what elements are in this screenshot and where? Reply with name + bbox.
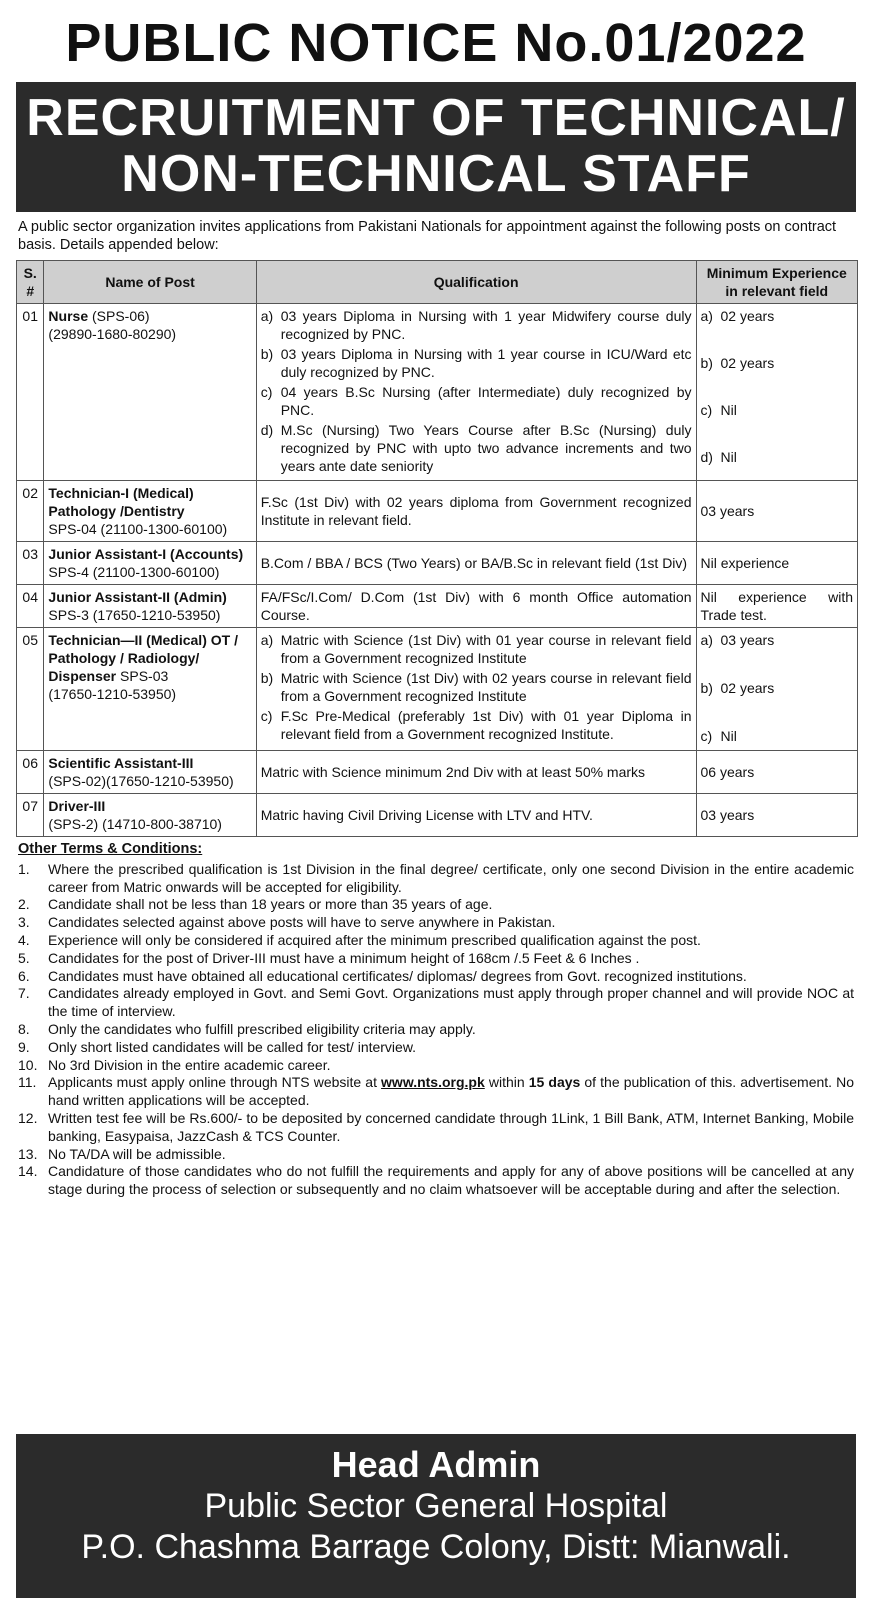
experience-cell bbox=[696, 304, 858, 481]
term-text: No 3rd Division in the entire academic career. bbox=[48, 1056, 331, 1073]
term-number: 7. bbox=[18, 985, 30, 1002]
nts-website-link[interactable]: www.nts.org.pk bbox=[381, 1074, 485, 1091]
experience-item bbox=[701, 631, 854, 677]
item-marker: c) bbox=[260, 384, 273, 400]
term-item bbox=[18, 950, 854, 968]
item-marker: d) bbox=[260, 422, 274, 438]
post-cell bbox=[44, 304, 256, 481]
term-number: 5. bbox=[18, 949, 30, 966]
item-text: 02 years bbox=[720, 355, 775, 371]
footer-contact bbox=[16, 1434, 856, 1598]
term-number: 6. bbox=[18, 967, 30, 984]
term-text-part: of the publication of this. advertisement. No hand written applications will be accepted. bbox=[48, 1074, 855, 1109]
term-text: Candidates already employed in Govt. and Semi Govt. Organizations must apply through proper channel and will provide NOC at the time of interview. bbox=[48, 985, 854, 1020]
qualification-item bbox=[261, 383, 692, 419]
item-text: 04 years B.Sc Nursing (after Intermediate) duly recognized by PNC. bbox=[280, 384, 692, 418]
term-text: Where the prescribed qualification is 1st Division in the final degree/ certificate, only one second Division in the entire academic career from Matric onwards will be accepted for eligibility. bbox=[48, 860, 854, 895]
term-number: 1. bbox=[18, 860, 30, 877]
notice-title: PUBLIC NOTICE No.01/2022 bbox=[65, 13, 807, 73]
term-number: 3. bbox=[18, 914, 30, 931]
deadline-days: 15 days bbox=[528, 1074, 581, 1091]
item-marker: d) bbox=[700, 449, 713, 465]
terms-section bbox=[18, 841, 854, 1199]
term-number: 13. bbox=[18, 1145, 38, 1162]
term-text: Only the candidates who fulfill prescribed eligibility criteria may apply. bbox=[48, 1020, 476, 1037]
item-marker: b) bbox=[700, 355, 713, 371]
qualification-item bbox=[261, 345, 692, 381]
term-text-part: Applicants must apply online through NTS website at bbox=[48, 1074, 382, 1091]
row-sno: 04 bbox=[17, 585, 44, 628]
term-item bbox=[18, 1021, 854, 1039]
post-cell bbox=[44, 542, 256, 585]
table-row bbox=[17, 542, 858, 585]
post-scale: SPS-04 (21100-1300-60100) bbox=[48, 521, 228, 537]
item-marker: c) bbox=[700, 402, 713, 418]
post-cell bbox=[44, 751, 256, 794]
term-number: 8. bbox=[18, 1020, 30, 1037]
header-sno-line1: S. bbox=[23, 265, 37, 281]
table-row bbox=[17, 628, 858, 751]
experience-item bbox=[701, 354, 854, 399]
term-item bbox=[18, 896, 854, 914]
item-text: Matric with Science (1st Div) with 01 year course in relevant field from a Government recognized Institute bbox=[280, 632, 692, 666]
item-marker: c) bbox=[260, 708, 273, 724]
header-exp-line2: in relevant field bbox=[725, 283, 829, 299]
header-qualification: Qualification bbox=[256, 261, 696, 304]
item-marker: a) bbox=[260, 632, 274, 648]
post-cell bbox=[44, 794, 256, 837]
intro-text: A public sector organization invites applications from Pakistani Nationals for appointment against the following posts on contract basis. Details appended below: bbox=[18, 219, 837, 253]
term-number: 9. bbox=[18, 1038, 30, 1055]
post-name: Scientific Assistant-III bbox=[48, 755, 194, 771]
table-row bbox=[17, 304, 858, 481]
experience-item bbox=[701, 307, 854, 352]
terms-heading: Other Terms & Conditions: bbox=[18, 841, 203, 857]
post-scale: (SPS-02)(17650-1210-53950) bbox=[48, 773, 234, 789]
row-sno: 02 bbox=[17, 481, 44, 542]
qualification-cell: Matric having Civil Driving License with LTV and HTV. bbox=[256, 794, 696, 837]
term-item bbox=[18, 1057, 854, 1075]
post-scale: (29890-1680-80290) bbox=[48, 326, 177, 342]
row-sno: 06 bbox=[17, 751, 44, 794]
item-text: 02 years bbox=[720, 680, 775, 696]
post-name: Junior Assistant-II (Admin) bbox=[48, 589, 227, 605]
term-text: Candidates must have obtained all educational certificates/ diplomas/ degrees from Govt. recognized institutions. bbox=[48, 967, 747, 984]
term-item bbox=[18, 1163, 854, 1199]
term-number: 4. bbox=[18, 931, 30, 948]
footer-address: P.O. Chashma Barrage Colony, Distt: Mianwali. bbox=[81, 1528, 791, 1566]
row-sno: 01 bbox=[17, 304, 44, 481]
header-experience bbox=[696, 261, 858, 304]
recruitment-banner bbox=[16, 82, 856, 212]
term-number: 2. bbox=[18, 896, 30, 913]
item-marker: a) bbox=[700, 308, 713, 324]
qualification-cell bbox=[256, 628, 696, 751]
item-text: Matric with Science (1st Div) with 02 years course in relevant field from a Government recognized Institute bbox=[280, 670, 692, 704]
row-sno: 05 bbox=[17, 628, 44, 751]
qualification-item bbox=[261, 421, 692, 475]
qualification-item bbox=[261, 669, 692, 705]
item-text: Nil bbox=[720, 728, 737, 744]
item-text: Nil bbox=[720, 449, 737, 465]
experience-cell: 03 years bbox=[696, 481, 858, 542]
term-text: Only short listed candidates will be called for test/ interview. bbox=[48, 1038, 417, 1055]
post-grade: (SPS-06) bbox=[88, 308, 150, 324]
post-name: Technician-I (Medical) Pathology /Dentistry bbox=[48, 485, 194, 519]
term-number: 14. bbox=[18, 1163, 38, 1180]
term-item bbox=[18, 932, 854, 950]
header-name-of-post: Name of Post bbox=[44, 261, 256, 304]
header-exp-line1: Minimum Experience bbox=[706, 265, 847, 281]
header-sno bbox=[17, 261, 44, 304]
table-row bbox=[17, 794, 858, 837]
term-number: 11. bbox=[18, 1074, 37, 1091]
term-text: Candidature of those candidates who do not fulfill the requirements and apply for any of above positions will be cancelled at any stage during the process of selection or subsequently and no claim whatsoever will be acceptable during and after the selection. bbox=[48, 1163, 854, 1198]
term-item bbox=[18, 968, 854, 986]
item-text: F.Sc Pre-Medical (preferably 1st Div) with 01 year Diploma in relevant field from a Government recognized Institute. bbox=[280, 708, 692, 742]
table-row bbox=[17, 751, 858, 794]
experience-cell: Nil experience with Trade test. bbox=[696, 585, 858, 628]
item-text: 03 years Diploma in Nursing with 1 year Midwifery course duly recognized by PNC. bbox=[280, 308, 692, 342]
term-text: Experience will only be considered if acquired after the minimum prescribed qualification against the post. bbox=[48, 931, 701, 948]
post-grade: SPS-03 bbox=[116, 668, 169, 684]
term-item bbox=[18, 861, 854, 897]
post-cell bbox=[44, 585, 256, 628]
item-text: 02 years bbox=[720, 308, 775, 324]
banner-line-2: NON-TECHNICAL STAFF bbox=[121, 145, 751, 203]
experience-cell: 03 years bbox=[696, 794, 858, 837]
qualification-cell: Matric with Science minimum 2nd Div with at least 50% marks bbox=[256, 751, 696, 794]
post-scale: SPS-4 (21100-1300-60100) bbox=[48, 564, 220, 580]
term-item bbox=[18, 985, 854, 1021]
term-text: Candidates for the post of Driver-III must have a minimum height of 168cm /.5 Feet & 6 Inches . bbox=[48, 949, 640, 966]
term-item bbox=[18, 1074, 854, 1110]
item-text: M.Sc (Nursing) Two Years Course after B.Sc (Nursing) duly recognized by PNC with upto two advance increments and two years ante date seniority bbox=[280, 422, 692, 474]
post-name: Technician—II (Medical) OT / Pathology / Radiology/ Dispenser bbox=[48, 632, 238, 684]
term-text: Candidates selected against above posts will have to serve anywhere in Pakistan. bbox=[48, 914, 556, 931]
experience-cell: Nil experience bbox=[696, 542, 858, 585]
term-number: 10. bbox=[18, 1056, 38, 1073]
post-scale: (SPS-2) (14710-800-38710) bbox=[48, 816, 222, 832]
term-text: No TA/DA will be admissible. bbox=[48, 1145, 226, 1162]
experience-cell: 06 years bbox=[696, 751, 858, 794]
qualification-item bbox=[261, 631, 692, 667]
footer-organization: Public Sector General Hospital bbox=[204, 1487, 668, 1525]
qualification-cell: F.Sc (1st Div) with 02 years diploma from Government recognized Institute in relevant field. bbox=[256, 481, 696, 542]
experience-item bbox=[701, 727, 854, 745]
term-text bbox=[48, 1074, 854, 1110]
posts-table bbox=[16, 260, 858, 837]
qualification-item bbox=[261, 707, 692, 743]
header-sno-line2: # bbox=[26, 283, 35, 299]
item-text: Nil bbox=[720, 402, 737, 418]
item-text: 03 years bbox=[720, 632, 775, 648]
term-item bbox=[18, 1039, 854, 1057]
term-text: Candidate shall not be less than 18 years or more than 35 years of age. bbox=[48, 896, 493, 913]
qualification-cell: B.Com / BBA / BCS (Two Years) or BA/B.Sc in relevant field (1st Div) bbox=[256, 542, 696, 585]
qualification-cell: FA/FSc/I.Com/ D.Com (1st Div) with 6 month Office automation Course. bbox=[256, 585, 696, 628]
post-cell bbox=[44, 481, 256, 542]
post-name: Driver-III bbox=[48, 798, 106, 814]
qualification-cell bbox=[256, 304, 696, 481]
term-item bbox=[18, 1146, 854, 1164]
row-sno: 03 bbox=[17, 542, 44, 585]
table-row bbox=[17, 481, 858, 542]
item-text: 03 years Diploma in Nursing with 1 year course in ICU/Ward etc duly recognized by PNC. bbox=[280, 346, 692, 380]
item-marker: c) bbox=[700, 728, 713, 744]
item-marker: b) bbox=[700, 680, 713, 696]
notice-page bbox=[0, 12, 872, 1608]
qualification-item bbox=[261, 307, 692, 343]
post-name: Junior Assistant-I (Accounts) bbox=[48, 546, 244, 562]
row-sno: 07 bbox=[17, 794, 44, 837]
table-row bbox=[17, 585, 858, 628]
item-marker: b) bbox=[260, 670, 274, 686]
banner-line-1: RECRUITMENT OF TECHNICAL/ bbox=[26, 89, 846, 147]
item-marker: b) bbox=[260, 346, 274, 362]
term-text-part: within bbox=[484, 1074, 529, 1091]
experience-item bbox=[701, 401, 854, 446]
post-cell bbox=[44, 628, 256, 751]
item-marker: a) bbox=[260, 308, 274, 324]
term-number: 12. bbox=[18, 1109, 38, 1126]
post-name: Nurse bbox=[48, 308, 89, 324]
table-header-row bbox=[17, 261, 858, 304]
post-scale: SPS-3 (17650-1210-53950) bbox=[48, 607, 221, 623]
item-marker: a) bbox=[700, 632, 713, 648]
experience-item bbox=[701, 448, 854, 466]
post-scale: (17650-1210-53950) bbox=[48, 686, 177, 702]
experience-item bbox=[701, 679, 854, 725]
term-text: Written test fee will be Rs.600/- to be deposited by concerned candidate through 1Link, 1 Bill Bank, ATM, Internet Banking, Mobile banking, Easypaisa, JazzCash & TCS Counter. bbox=[48, 1109, 854, 1144]
footer-authority: Head Admin bbox=[331, 1444, 541, 1485]
experience-cell bbox=[696, 628, 858, 751]
term-item bbox=[18, 914, 854, 932]
term-item bbox=[18, 1110, 854, 1146]
